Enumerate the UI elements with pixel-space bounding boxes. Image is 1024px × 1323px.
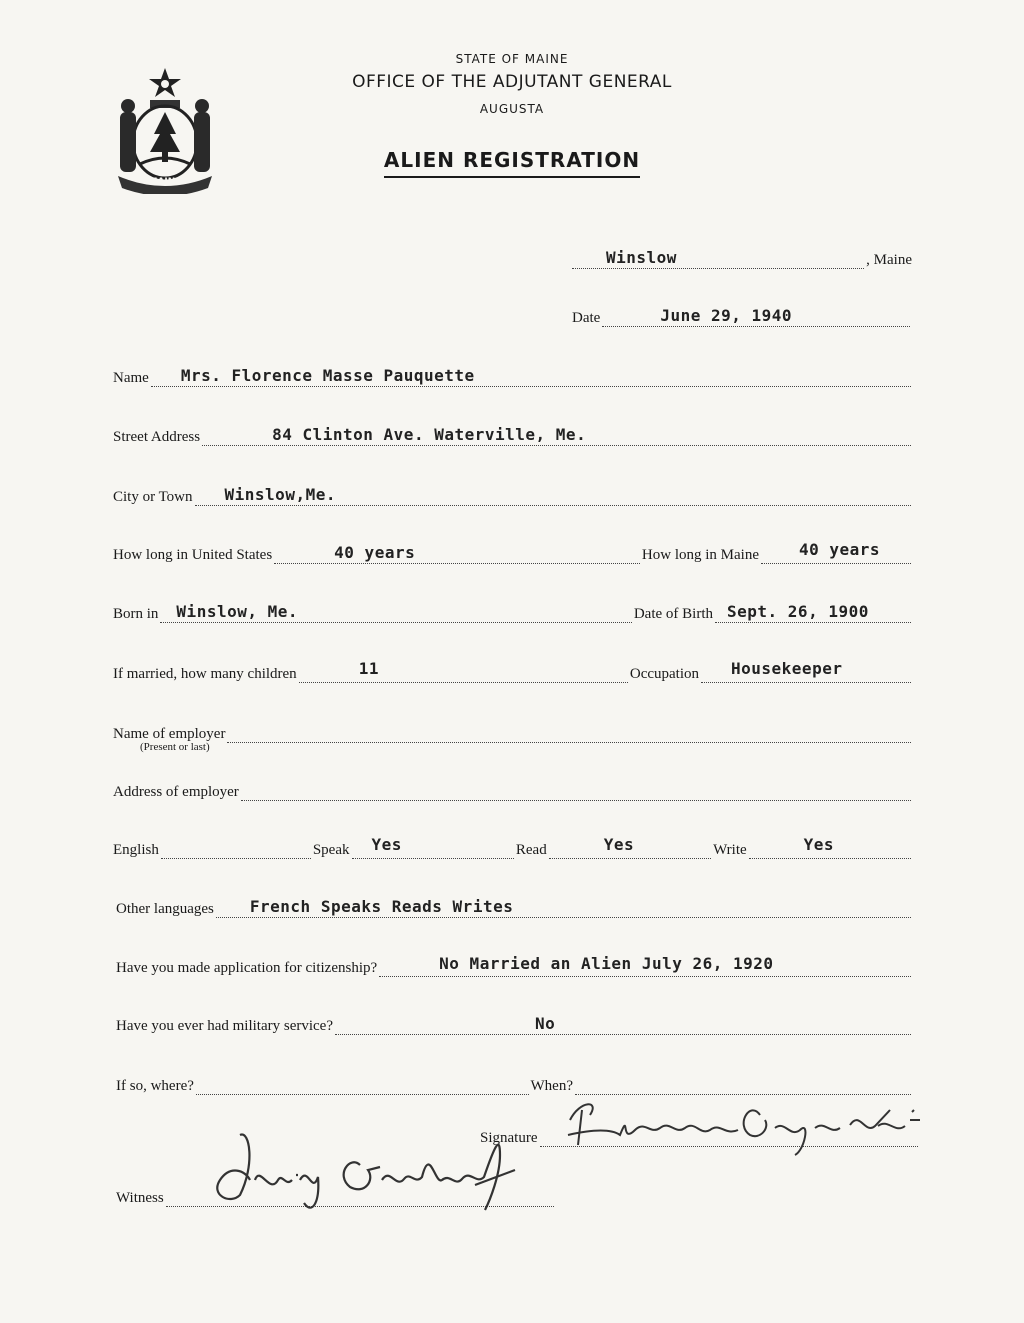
when-label: When? xyxy=(530,1078,573,1094)
form-title xyxy=(0,148,1024,178)
employer-address-field[interactable] xyxy=(241,780,911,801)
city-row xyxy=(113,485,913,506)
city-value: Winslow,Me. xyxy=(224,485,336,504)
us-years-value: 40 years xyxy=(334,543,416,562)
name-value: Mrs. Florence Masse Pauquette xyxy=(180,366,475,385)
signature-label: Signature xyxy=(480,1130,538,1146)
street-row xyxy=(113,425,913,446)
military-value: No xyxy=(535,1014,556,1033)
other-languages-label: Other languages xyxy=(116,901,214,917)
date-label: Date xyxy=(572,310,601,326)
write-field[interactable] xyxy=(749,835,911,859)
applicant-signature-icon xyxy=(560,1090,930,1160)
seal-banner-text: MAINE xyxy=(148,177,182,187)
citizenship-field[interactable] xyxy=(379,956,911,977)
birth-row xyxy=(113,602,913,623)
dob-value: Sept. 26, 1900 xyxy=(727,602,869,621)
citizenship-label: Have you made application for citizenship? xyxy=(116,960,378,976)
street-label: Street Address xyxy=(113,429,201,445)
maine-years-label: How long in Maine xyxy=(641,547,759,563)
name-row xyxy=(113,366,913,387)
place-suffix: , Maine xyxy=(866,252,912,268)
maine-years-field[interactable] xyxy=(761,540,911,564)
speak-value: Yes xyxy=(371,835,402,854)
place-field[interactable] xyxy=(572,248,864,269)
witness-signature-icon xyxy=(200,1125,560,1215)
dob-label: Date of Birth xyxy=(633,606,713,622)
us-years-field[interactable] xyxy=(274,543,640,564)
employer-address-row xyxy=(113,780,913,801)
write-value: Yes xyxy=(803,835,835,854)
children-label: If married, how many children xyxy=(113,666,297,682)
citizenship-row xyxy=(116,956,913,977)
employer-sublabel: (Present or last) xyxy=(140,741,210,753)
other-languages-value: French Speaks Reads Writes xyxy=(249,897,514,916)
military-row xyxy=(116,1014,913,1035)
occupation-label: Occupation xyxy=(629,666,699,682)
citizenship-value: No Married an Alien July 26, 1920 xyxy=(439,954,774,973)
where-field[interactable] xyxy=(196,1074,529,1095)
name-label: Name xyxy=(113,370,149,386)
read-label: Read xyxy=(515,842,547,858)
city-heading: AUGUSTA xyxy=(479,102,545,116)
speak-field[interactable] xyxy=(352,835,514,859)
witness-label: Witness xyxy=(116,1190,164,1206)
place-value: Winslow xyxy=(606,248,677,267)
employer-field[interactable] xyxy=(227,722,911,743)
other-languages-field[interactable] xyxy=(216,897,911,918)
place-row xyxy=(570,248,912,269)
write-label: Write xyxy=(713,842,747,858)
occupation-value: Housekeeper xyxy=(731,659,843,678)
other-languages-row xyxy=(116,897,913,918)
street-field[interactable] xyxy=(202,425,911,446)
form-title-text: ALIEN REGISTRATION xyxy=(384,148,640,178)
city-field[interactable] xyxy=(195,485,911,506)
where-label: If so, where? xyxy=(116,1078,194,1094)
born-in-label: Born in xyxy=(113,606,159,622)
date-field[interactable] xyxy=(602,306,910,327)
employer-address-label: Address of employer xyxy=(113,784,239,800)
military-label: Have you ever had military service? xyxy=(116,1018,333,1034)
children-field[interactable] xyxy=(299,659,628,683)
date-value: June 29, 1940 xyxy=(660,306,793,325)
children-value: 11 xyxy=(358,659,379,678)
read-field[interactable] xyxy=(549,835,711,859)
employer-label: Name of employer xyxy=(113,726,226,742)
residence-row xyxy=(113,540,913,564)
office-heading: OFFICE OF THE ADJUTANT GENERAL xyxy=(352,72,672,92)
city-label: City or Town xyxy=(113,489,193,505)
military-field[interactable] xyxy=(335,1014,911,1035)
date-row xyxy=(572,306,912,327)
family-row xyxy=(113,659,913,683)
occupation-field[interactable] xyxy=(701,659,911,683)
read-value: Yes xyxy=(603,835,635,854)
maine-years-value: 40 years xyxy=(799,540,881,559)
speak-label: Speak xyxy=(312,842,350,858)
english-field xyxy=(161,838,311,859)
state-heading: STATE OF MAINE xyxy=(455,52,569,66)
english-row xyxy=(113,835,913,859)
born-in-field[interactable] xyxy=(160,602,631,623)
english-label: English xyxy=(113,842,159,858)
us-years-label: How long in United States xyxy=(113,547,273,563)
name-field[interactable] xyxy=(151,366,911,387)
dob-field[interactable] xyxy=(715,602,911,623)
born-in-value: Winslow, Me. xyxy=(176,602,299,621)
street-value: 84 Clinton Ave. Waterville, Me. xyxy=(272,425,587,444)
employer-row xyxy=(113,722,913,743)
